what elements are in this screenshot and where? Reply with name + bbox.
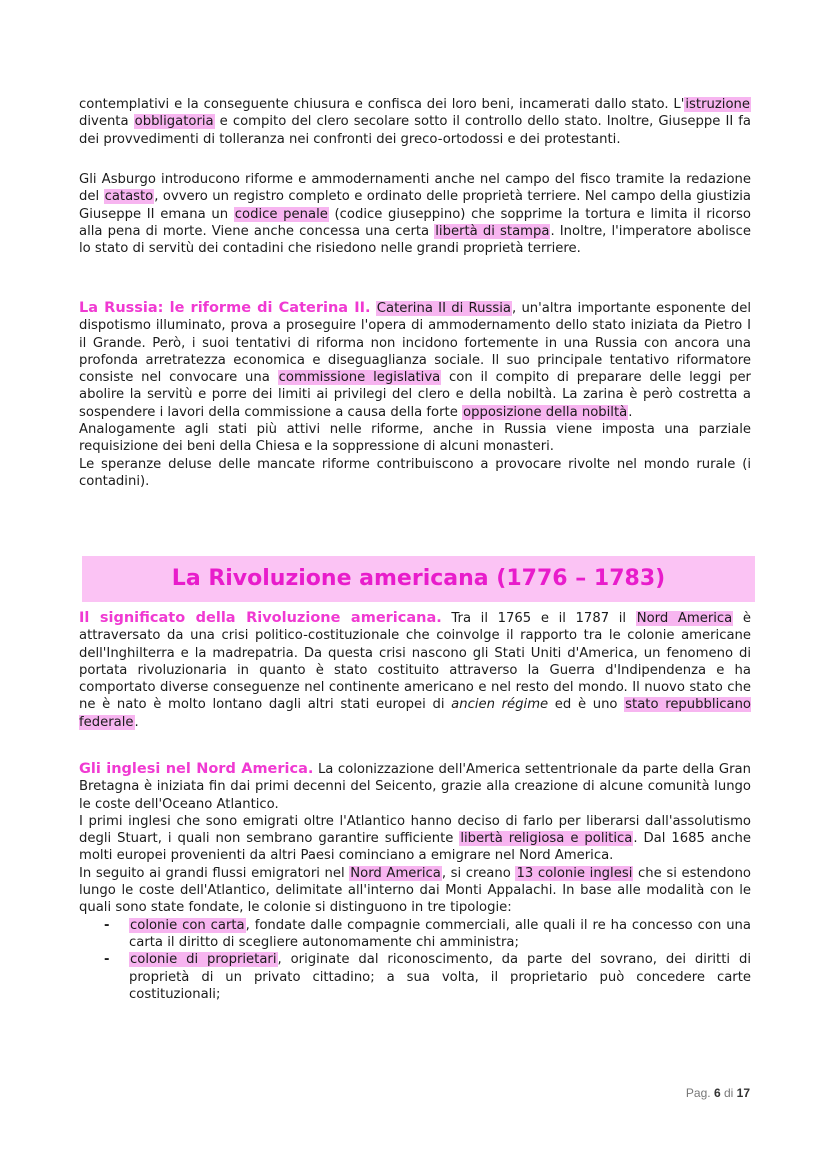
- list-item: [79, 917, 751, 952]
- paragraph-inglesi: [79, 761, 751, 1003]
- page-number: Pag. 6 di 17: [685, 1086, 750, 1100]
- highlight-catasto: catasto: [104, 189, 154, 205]
- text: La colonizzazione dell'America settentrionale da parte della Gran Bretagna è iniziata fin dai primi decenni del Seicento, grazie alla creazione di alcune comunità lungo le coste dell'Oceano Atlantico.: [79, 762, 751, 812]
- paragraph-giuseppe-ii: [79, 96, 751, 148]
- text: contemplativi e la conseguente chiusura e confisca dei loro beni, incamerati dallo stato. L': [79, 97, 685, 112]
- colonie-list: [79, 917, 751, 1003]
- text: Gli Asburgo introducono riforme e ammodernamenti anche nel campo del fisco tramite la redazione del: [79, 172, 751, 205]
- highlight-nord-america: Nord America: [636, 611, 733, 626]
- highlight-opposizione: opposizione della nobiltà: [463, 404, 628, 420]
- text: . Inoltre, l'imperatore abolisce lo stato di servitù dei contadini che risiedono nelle grandi proprietà terriere.: [79, 223, 751, 257]
- highlight-nord-america-2: Nord America: [350, 865, 441, 881]
- paragraph-asburgo: [79, 171, 751, 257]
- text: con il compito di preparare delle leggi per abolire la servitù e porre dei limiti ai privilegi del clero e della nobiltà. La zarina è però costretta a sospendere i lavori della commissione a causa della forte: [79, 370, 751, 420]
- section-title: La Rivoluzione americana (1776 – 1783): [171, 566, 666, 591]
- text: diventa: [79, 114, 134, 130]
- highlight-colonie-con-carta: colonie con carta: [130, 917, 245, 933]
- text: I primi inglesi che sono emigrati oltre l'Atlantico hanno deciso di farlo per liberarsi dall'assolutismo degli Stuart, i quali non sembrano garantire sufficiente: [79, 813, 751, 847]
- text: . Dal 1685 anche molti europei provenienti da altri Paesi cominciano a emigrare nel Nord America.: [79, 831, 751, 864]
- text: è attraversato da una crisi politico-costituzionale che coinvolge il rapporto tra le colonie americane dell'Inghilterra e la madrepatria. Da questa crisi nascono gli Stati Uniti d'America, un fenomeno di portata rivoluzionaria in quanto è stato costituito attraverso la Guerra d'Indipendenza e ha comportato diverse conseguenze nel continente americano e nel resto del mondo. Il nuovo stato che ne è nato è molto lontano dagli altri stati europei di: [79, 611, 751, 713]
- text: ed è uno: [548, 697, 625, 713]
- highlight-liberta-religiosa: libertà religiosa e politica: [460, 831, 633, 847]
- text: , originate dal riconoscimento, da parte del sovrano, dei diritti di proprietà di un privato cittadino; a sua volta, il proprietario può concedere carte costituzionali;: [129, 952, 751, 1002]
- highlight-caterina: Caterina II di Russia: [376, 301, 511, 316]
- italic-ancien-regime: ancien régime: [451, 697, 549, 713]
- subheading-russia: La Russia: le riforme di Caterina II.: [79, 300, 371, 316]
- subheading-inglesi: Gli inglesi nel Nord America.: [79, 761, 314, 777]
- text: , fondate dalle compagnie commerciali, alle quali il re ha concesso con una carta il diritto di scegliere autonomamente chi amministra;: [129, 917, 751, 950]
- text: Tra il 1765 e il 1787 il: [441, 611, 636, 626]
- highlight-obbligatoria: obbligatoria: [134, 114, 214, 130]
- highlight-stato-repubblicano: stato repubblicano federale: [79, 697, 751, 730]
- text: , un'altra importante esponente del dispotismo illuminato, prova a proseguire l'opera di ammodernamento dello stato iniziata da Pietro I il Grande. Però, i suoi tentativi di riforma non incidono fortemente in una Russia con ancora una profonda arretratezza economica e diseguaglianza sociale. Il suo principale tentativo riformatore consiste nel convocare una: [79, 301, 751, 386]
- text: In seguito ai grandi flussi emigratori nel: [79, 865, 350, 881]
- text: Analogamente agli stati più attivi nelle riforme, anche in Russia viene imposta una parziale requisizione dei beni della Chiesa e la soppressione di alcuni monasteri.: [79, 422, 751, 455]
- text: che si estendono lungo le coste dell'Atlantico, delimitate all'interno dai Monti Appalachi. In base alle modalità con le quali sono state fondate, le colonie si distinguono in tre tipologie:: [79, 865, 752, 916]
- list-item: [79, 951, 751, 1003]
- highlight-liberta-di-stampa: libertà di stampa: [435, 223, 550, 239]
- text: .: [628, 404, 633, 420]
- text: , ovvero un registro completo e ordinato delle proprietà terriere. Nel campo della giustizia Giuseppe II emana un: [79, 189, 751, 222]
- text: , si creano: [441, 865, 516, 881]
- highlight-istruzione: istruzione: [685, 97, 750, 112]
- subheading-significato: Il significato della Rivoluzione americana.: [79, 610, 442, 626]
- paragraph-significato: [79, 610, 751, 731]
- text: (codice giuseppino) che sopprime la tortura e limita il ricorso alla pena di morte. Viene anche concessa una certa: [79, 206, 751, 239]
- highlight-13-colonie: 13 colonie inglesi: [516, 865, 633, 881]
- text: .: [134, 714, 139, 730]
- highlight-colonie-di-proprietari: colonie di proprietari: [130, 952, 277, 968]
- highlight-codice-penale: codice penale: [234, 206, 328, 222]
- text: Le speranze deluse delle mancate riforme contribuiscono a provocare rivolte nel mondo rurale (i contadini).: [79, 456, 751, 489]
- paragraph-russia: [79, 300, 751, 490]
- highlight-commissione: commissione legislativa: [278, 370, 441, 386]
- text: e compito del clero secolare sotto il controllo dello stato. Inoltre, Giuseppe II fa dei provvedimenti di tolleranza nei confronti dei greco-ortodossi e dei protestanti.: [79, 114, 751, 147]
